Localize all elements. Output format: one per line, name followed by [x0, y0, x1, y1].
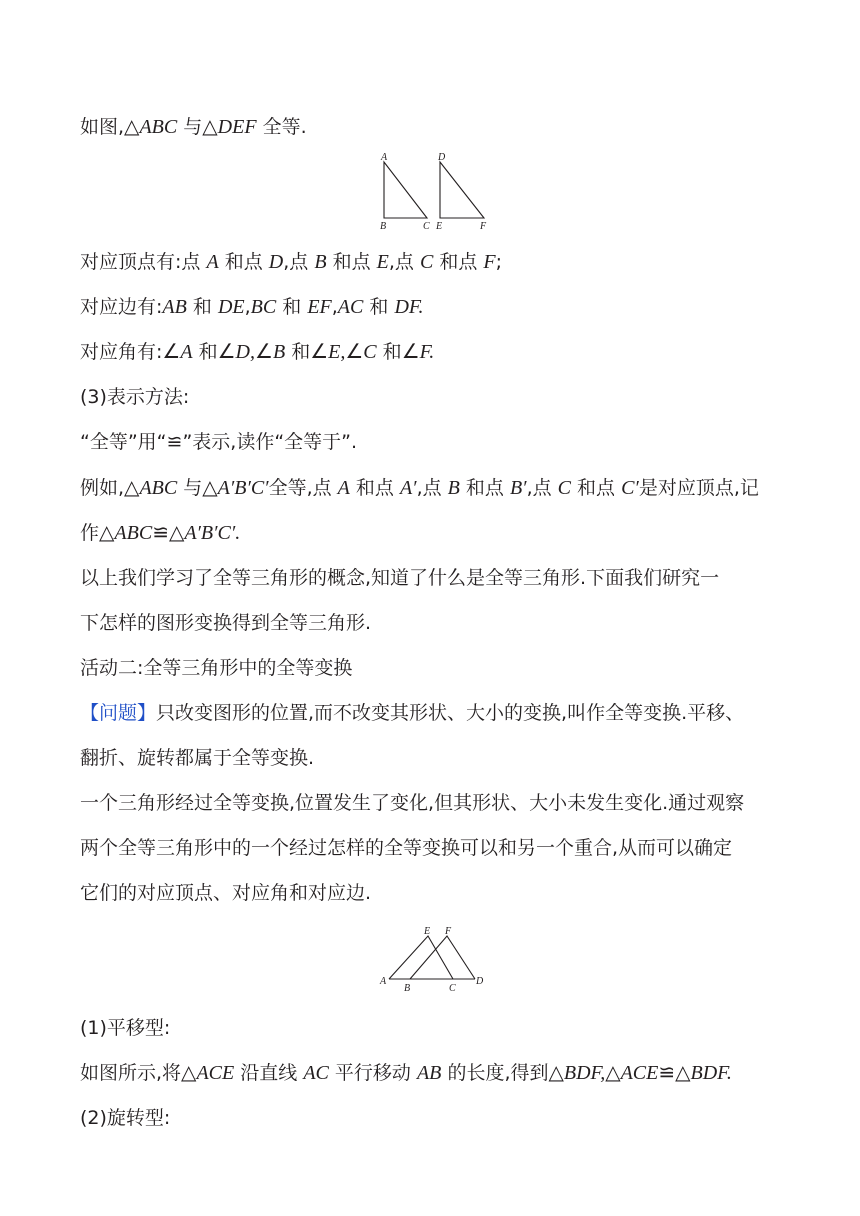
math-bc: BC — [250, 296, 277, 318]
triangle-symbol: △ — [124, 116, 140, 138]
math-ac: AC — [337, 296, 364, 318]
text: 全等,点 — [268, 477, 338, 499]
math-b: B — [314, 251, 327, 273]
angle-symbol: ∠ — [255, 341, 273, 363]
text: 和 — [186, 296, 218, 318]
label-a: A — [380, 976, 387, 987]
text: 如图所示,将 — [80, 1062, 182, 1084]
text: ,点 — [526, 477, 558, 499]
text: 作 — [80, 522, 100, 544]
label-b: B — [380, 221, 387, 232]
math-c: C — [419, 251, 434, 273]
congruent-symbol: ≌△ — [152, 522, 185, 544]
label-d: D — [476, 976, 484, 987]
math-ab: AB — [162, 296, 187, 318]
math-def: DEF — [217, 116, 257, 138]
triangle-ace — [389, 936, 453, 979]
math-bp: B′ — [509, 477, 527, 499]
triangle-symbol: △ — [124, 477, 140, 499]
label-b: B — [404, 983, 411, 994]
text: 与 — [177, 116, 203, 138]
paragraph-vertices — [80, 249, 502, 275]
paragraph-notation: “全等”用“≌”表示,读作“全等于”. — [80, 431, 358, 453]
triangle-abc — [384, 162, 427, 218]
label-f: F — [480, 221, 487, 232]
math-c: C — [363, 341, 377, 363]
math-a: A — [206, 251, 219, 273]
text: 和 — [285, 341, 311, 363]
triangle-symbol: △ — [99, 522, 115, 544]
figure-translation — [372, 922, 492, 994]
label-d: D — [438, 152, 446, 163]
label-a: A — [381, 152, 388, 163]
math-ace: ACE — [620, 1062, 659, 1084]
text: 平行移动 — [328, 1062, 417, 1084]
text: 与 — [177, 477, 203, 499]
math-df: DF. — [394, 296, 424, 318]
math-c: C — [557, 477, 571, 499]
paragraph-angles — [80, 339, 434, 365]
paragraph-sides — [80, 294, 424, 320]
text: 和点 — [459, 477, 510, 499]
text: 和 — [376, 341, 402, 363]
figure-congruent-triangles — [372, 150, 494, 232]
math-f: F. — [419, 341, 435, 363]
math-ab: AB — [416, 1062, 442, 1084]
math-b: B — [272, 341, 286, 363]
math-cp: C′ — [621, 477, 639, 499]
math-d: D, — [235, 341, 255, 363]
text: ,点 — [388, 251, 420, 273]
math-bdf: BDF. — [690, 1062, 732, 1084]
math-f: F — [483, 251, 496, 273]
math-b: B — [447, 477, 460, 499]
text: 和 — [276, 296, 308, 318]
paragraph-example-cont — [80, 520, 240, 546]
angle-symbol: ∠ — [345, 341, 364, 363]
text: 和点 — [433, 251, 484, 273]
paragraph-example — [80, 475, 759, 501]
paragraph-intro — [80, 114, 307, 140]
text: , — [244, 296, 251, 318]
text: 和点 — [571, 477, 622, 499]
triangle-symbol: △ — [181, 1062, 197, 1084]
paragraph-observe-3: 它们的对应顶点、对应角和对应边. — [80, 882, 372, 904]
triangle-bdf — [410, 936, 475, 979]
text: ,点 — [283, 251, 315, 273]
angle-symbol: ∠ — [310, 341, 329, 363]
text: , — [331, 296, 338, 318]
angle-symbol: ∠ — [162, 341, 181, 363]
text: 和点 — [326, 251, 377, 273]
math-apbpcp: A′B′C′. — [184, 522, 241, 544]
label-e: E — [424, 926, 431, 937]
text: 是对应顶点,记 — [638, 477, 759, 499]
label-e: E — [436, 221, 443, 232]
math-abc: ABC — [139, 477, 178, 499]
heading-rotation: (2)旋转型: — [80, 1107, 171, 1129]
math-a: A — [337, 477, 350, 499]
math-e: E — [376, 251, 389, 273]
math-ace: ACE — [196, 1062, 235, 1084]
angle-symbol: ∠ — [217, 341, 236, 363]
heading-translation: (1)平移型: — [80, 1017, 171, 1039]
text: ,点 — [416, 477, 448, 499]
paragraph-summary-2: 下怎样的图形变换得到全等三角形. — [80, 612, 372, 634]
text: 只改变图形的位置,而不改变其形状、大小的变换,叫作全等变换.平移、 — [156, 702, 745, 724]
math-a: A — [180, 341, 193, 363]
heading-activity-2: 活动二:全等三角形中的全等变换 — [80, 657, 353, 679]
text: 对应边有: — [80, 296, 163, 318]
triangle-symbol: △ — [202, 477, 218, 499]
math-ap: A′ — [399, 477, 417, 499]
paragraph-translation — [80, 1060, 732, 1086]
math-apbpcp: A′B′C′ — [217, 477, 269, 499]
text: 沿直线 — [234, 1062, 304, 1084]
text: 全等. — [256, 116, 307, 138]
paragraph-observe-2: 两个全等三角形中的一个经过怎样的全等变换可以和另一个重合,从而可以确定 — [80, 837, 733, 859]
paragraph-observe-1: 一个三角形经过全等变换,位置发生了变化,但其形状、大小未发生变化.通过观察 — [80, 792, 745, 814]
math-d: D — [268, 251, 284, 273]
text: 和点 — [349, 477, 400, 499]
label-f: F — [445, 926, 452, 937]
text: 如图, — [80, 116, 125, 138]
paragraph-question — [80, 700, 744, 726]
text: 对应角有: — [80, 341, 163, 363]
math-abc: ABC — [114, 522, 153, 544]
math-bdf: BDF, — [563, 1062, 606, 1084]
triangle-def — [440, 162, 484, 218]
heading-notation: (3)表示方法: — [80, 386, 190, 408]
label-c: C — [449, 983, 456, 994]
text: ; — [495, 251, 502, 273]
triangle-symbol: △ — [605, 1062, 621, 1084]
congruent-symbol: ≌△ — [658, 1062, 691, 1084]
text: 的长度,得到 — [441, 1062, 549, 1084]
text: 例如, — [80, 477, 125, 499]
math-ac: AC — [303, 1062, 329, 1084]
angle-symbol: ∠ — [401, 341, 420, 363]
math-ef: EF — [307, 296, 332, 318]
question-label: 【问题】 — [80, 702, 157, 724]
math-e: E, — [328, 341, 346, 363]
paragraph-question-cont: 翻折、旋转都属于全等变换. — [80, 747, 315, 769]
text: 对应顶点有:点 — [80, 251, 207, 273]
paragraph-summary-1: 以上我们学习了全等三角形的概念,知道了什么是全等三角形.下面我们研究一 — [80, 567, 720, 589]
text: 和 — [192, 341, 218, 363]
text: 和点 — [218, 251, 269, 273]
label-c: C — [423, 221, 430, 232]
triangle-symbol: △ — [548, 1062, 564, 1084]
math-abc: ABC — [139, 116, 178, 138]
text: 和 — [363, 296, 395, 318]
math-de: DE — [217, 296, 245, 318]
triangle-symbol: △ — [202, 116, 218, 138]
